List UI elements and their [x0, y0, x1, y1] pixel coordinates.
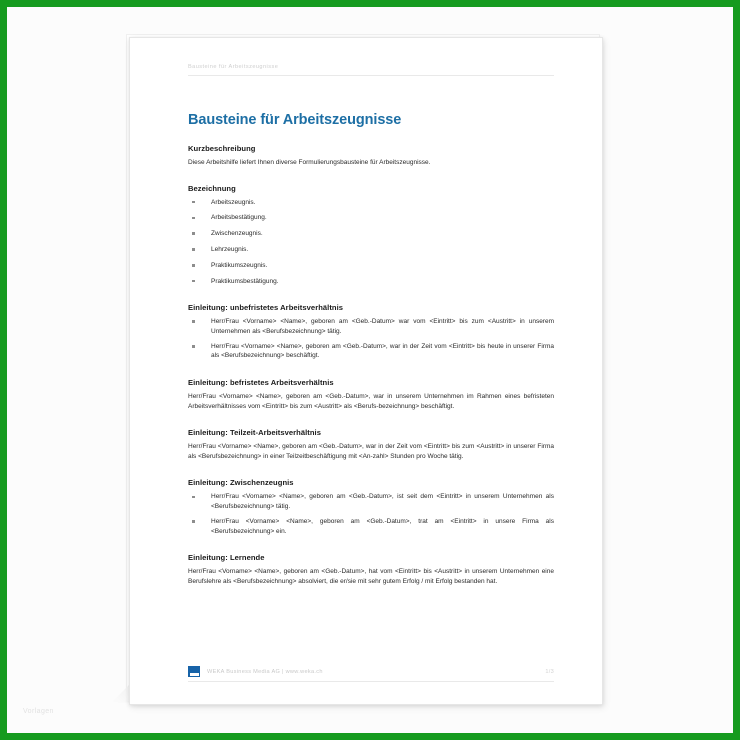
list-item: Arbeitsbestätigung. — [188, 213, 554, 223]
document-canvas — [7, 7, 733, 733]
section-paragraph: Diese Arbeitshilfe liefert Ihnen diverse Formulierungsbausteine für Arbeitszeugnisse. — [188, 159, 431, 166]
section-heading-teilzeit-arbeitsverhaeltnis: Einleitung: Teilzeit-Arbeitsverhältnis — [188, 428, 321, 438]
section-paragraph: Herr/Frau <Vorname> <Name>, geboren am <Geb.-Datum>, war in unserem Unternehmen im Rahmen eines befristeten Arbeitsverhältnisses vom <Eintritt> bis zum <Austritt> als <Berufs-bezeichnung> beschäftigt. — [188, 392, 554, 410]
section-heading-befristetes-arbeitsverhaeltnis: Einleitung: befristetes Arbeitsverhältnis — [188, 377, 334, 387]
page-footer — [188, 666, 554, 682]
corner-watermark: Vorlagen — [23, 708, 54, 715]
list-item: Herr/Frau <Vorname> <Name>, geboren am <Geb.-Datum>, ist seit dem <Eintritt> in unserem Unternehmen als <Berufsbezeichnung> tätig. — [188, 492, 554, 511]
page-content — [188, 64, 554, 684]
list-item: Herr/Frau <Vorname> <Name>, geboren am <Geb.-Datum> war vom <Eintritt> bis zum <Austritt> in unserem Unternehmen als <Berufsbezeichnung> tätig. — [188, 317, 554, 336]
list-item: Herr/Frau <Vorname> <Name>, geboren am <Geb.-Datum>, war in der Zeit vom <Eintritt> bis heute in unserer Firma als <Berufsbezeichnung> beschäftigt. — [188, 342, 554, 361]
list-item: Praktikumsbestätigung. — [188, 277, 554, 287]
footer-page-number: 1/3 — [545, 668, 554, 675]
section-heading-lernende: Einleitung: Lernende — [188, 553, 265, 563]
section-paragraph: Herr/Frau <Vorname> <Name>, geboren am <Geb.-Datum>, hat vom <Eintritt> bis <Austritt> in unserem Unternehmen eine Berufslehre als <Berufsbezeichnung> absolviert, die er/sie mit sehr gutem Erfolg / mit Erfolg bestanden hat. — [188, 568, 554, 585]
list-item: Arbeitszeugnis. — [188, 198, 554, 208]
section-paragraph: Herr/Frau <Vorname> <Name>, geboren am <Geb.-Datum>, war in der Zeit vom <Eintritt> bis zum <Austritt> in unserer Firma als <Berufsbezeichnung> in einer Teilzeitbeschäftigung mit <An-zahl> Stunden pro Woche tätig. — [188, 443, 554, 460]
document-page[interactable] — [129, 37, 603, 705]
bullet-list-unbefristetes — [188, 317, 554, 361]
weka-logo-icon — [188, 666, 200, 677]
bullet-list-zwischenzeugnis — [188, 492, 554, 536]
list-item: Lehrzeugnis. — [188, 245, 554, 255]
section-heading-bezeichnung: Bezeichnung — [188, 183, 236, 193]
list-item: Herr/Frau <Vorname> <Name>, geboren am <Geb.-Datum>, trat am <Eintritt> in unsere Firma als <Berufsbezeichnung> ein. — [188, 517, 554, 536]
bullet-list-bezeichnung — [188, 198, 554, 287]
section-heading-zwischenzeugnis: Einleitung: Zwischenzeugnis — [188, 478, 294, 488]
list-item: Zwischenzeugnis. — [188, 229, 554, 239]
running-head: Bausteine für Arbeitszeugnisse — [188, 64, 554, 76]
section-heading-unbefristetes-arbeitsverhaeltnis: Einleitung: unbefristetes Arbeitsverhältnis — [188, 303, 344, 313]
page-title: Bausteine für Arbeitszeugnisse — [188, 112, 402, 128]
section-heading-kurzbeschreibung: Kurzbeschreibung — [188, 144, 256, 153]
footer-publisher-text: WEKA Business Media AG | www.weka.ch — [207, 668, 323, 675]
list-item: Praktikumszeugnis. — [188, 261, 554, 271]
